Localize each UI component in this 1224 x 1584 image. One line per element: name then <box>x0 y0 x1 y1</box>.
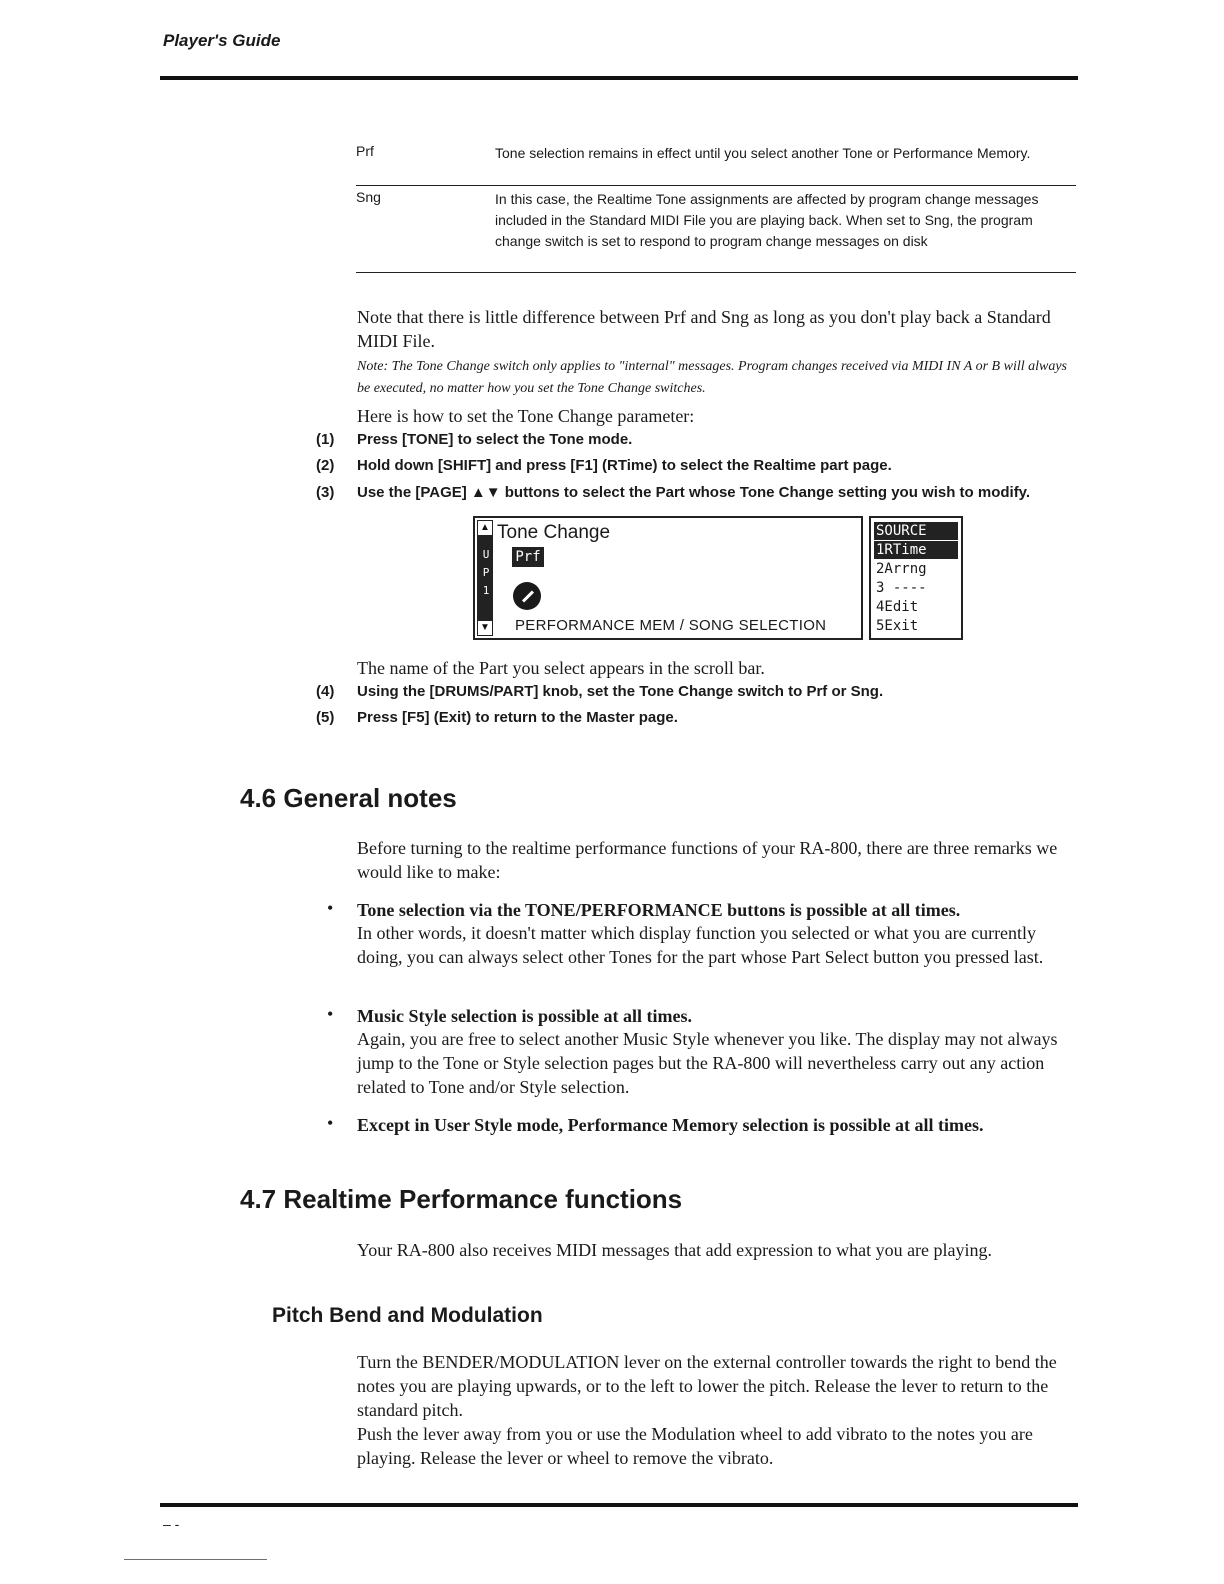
table-key: Prf <box>356 143 374 159</box>
paragraph: Push the lever away from you or use the Modulation wheel to add vibrato to the notes you are playing. Release the lever or wheel to remove the vibrato. <box>357 1424 1033 1468</box>
table-row <box>356 189 1076 273</box>
paragraph: Turn the BENDER/MODULATION lever on the external controller towards the right to bend the notes you are playing upwards, or to the left to lower the pitch. Release the lever to return to the standard pitch. <box>357 1352 1057 1420</box>
subsection-heading: Pitch Bend and Modulation <box>272 1304 543 1327</box>
bullet-icon: • <box>327 898 334 918</box>
step-text: Use the [PAGE] ▲▼ buttons to select the Part whose Tone Change setting you wish to modify. <box>357 484 1031 501</box>
paragraph: Here is how to set the Tone Change parameter: <box>357 406 695 426</box>
footer-rule <box>160 1503 1078 1507</box>
step-number: (2) <box>316 457 335 474</box>
footer-underline <box>124 1559 267 1560</box>
menu-item-empty: 3 ---- <box>876 580 927 596</box>
lcd-main-screen <box>473 516 863 640</box>
menu-header: SOURCE <box>874 522 958 540</box>
bullet-body: In other words, it doesn't matter which display function you selected or what you are currently doing, you can always select other Tones for the part whose Part Select button you pressed last. <box>357 923 1044 967</box>
menu-item-arrng: 2Arrng <box>876 561 927 577</box>
paragraph: Note that there is little difference between Prf and Sng as long as you don't play back a Standard MIDI File. <box>357 307 1051 351</box>
footer-mark: – - <box>163 1516 180 1532</box>
table-key: Sng <box>356 189 381 205</box>
scroll-part-letter: P <box>482 566 490 579</box>
running-header: Player's Guide <box>163 31 281 50</box>
scroll-part-letter: 1 <box>482 584 490 597</box>
section-heading: 4.6 General notes <box>240 783 457 813</box>
step-number: (4) <box>316 683 335 700</box>
table-row <box>356 143 1076 185</box>
bullet-icon: • <box>327 1004 334 1024</box>
step-number: (5) <box>316 709 335 726</box>
lcd-caption: PERFORMANCE MEM / SONG SELECTION <box>515 617 827 634</box>
bullet-title: Tone selection via the TONE/PERFORMANCE buttons is possible at all times. <box>357 900 961 920</box>
paragraph: The name of the Part you select appears in the scroll bar. <box>357 658 765 678</box>
menu-item-edit: 4Edit <box>876 599 919 615</box>
lcd-function-menu <box>869 516 963 640</box>
scroll-part-letter: U <box>482 548 490 561</box>
step-number: (1) <box>316 431 335 448</box>
paragraph: Before turning to the realtime performance functions of your RA-800, there are three remarks we would like to make: <box>357 838 1058 882</box>
knob-icon <box>513 582 541 610</box>
step-text: Press [F5] (Exit) to return to the Master page. <box>357 709 678 726</box>
step-text: Using the [DRUMS/PART] knob, set the Tone Change switch to Prf or Sng. <box>357 683 884 700</box>
header-rule <box>160 76 1078 80</box>
table-value: Tone selection remains in effect until you select another Tone or Performance Memory. <box>495 145 1031 161</box>
table-divider <box>356 272 1076 273</box>
section-heading: 4.7 Realtime Performance functions <box>240 1184 683 1214</box>
table-value: In this case, the Realtime Tone assignments are affected by program change messages included in the Standard MIDI File you are playing back. When set to Sng, the program change switch is set to respond to program change messages on disk <box>495 191 1039 249</box>
lcd-scroll-bar <box>477 520 493 636</box>
table-divider <box>356 185 1076 186</box>
lcd-value: Prf <box>512 547 544 567</box>
bullet-icon: • <box>327 1113 334 1133</box>
note-text: Note: The Tone Change switch only applies to "internal" messages. Program changes received via MIDI IN A or B will always be executed, no matter how you set the Tone Change switches. <box>357 359 1068 396</box>
step-text: Press [TONE] to select the Tone mode. <box>357 431 633 448</box>
menu-item-exit: 5Exit <box>876 618 919 634</box>
scroll-down-icon: ▼ <box>478 621 492 635</box>
lcd-title: Tone Change <box>497 522 611 543</box>
paragraph: Your RA-800 also receives MIDI messages that add expression to what you are playing. <box>357 1240 993 1260</box>
bullet-title: Music Style selection is possible at all times. <box>357 1006 692 1026</box>
scroll-up-icon: ▲ <box>478 521 492 535</box>
bullet-title: Except in User Style mode, Performance Memory selection is possible at all times. <box>357 1115 984 1135</box>
step-text: Hold down [SHIFT] and press [F1] (RTime) to select the Realtime part page. <box>357 457 892 474</box>
bullet-body: Again, you are free to select another Music Style whenever you like. The display may not always jump to the Tone or Style selection pages but the RA-800 will nevertheless carry out any action related to Tone and/or Style selection. <box>357 1029 1058 1097</box>
menu-item-rtime: 1RTime <box>874 541 958 559</box>
step-number: (3) <box>316 484 335 501</box>
